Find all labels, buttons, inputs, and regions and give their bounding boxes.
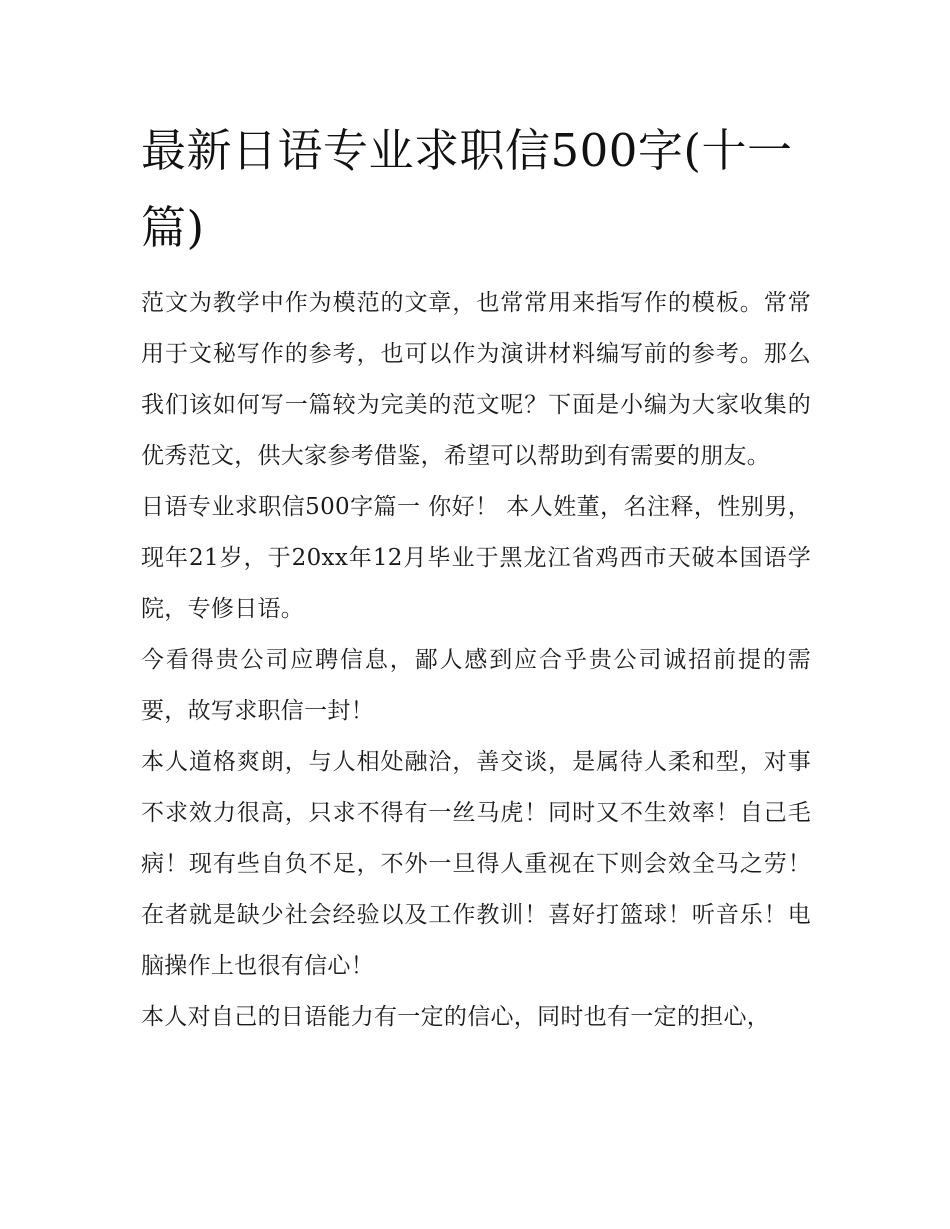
document-title: 最新日语专业求职信500字(十一篇) — [141, 124, 793, 254]
personality-paragraph: 本人道格爽朗，与人相处融洽，善交谈，是属待人柔和型，对事不求效力很高，只求不得有一丝马虎！同时又不生效率！自己毛病！现有些自负不足，不外一旦得人重视在下则会效全马之劳！在者就是缺少社会经验以及工作教训！喜好打篮球！听音乐！电脑操作上也很有信心！ — [141, 749, 811, 979]
application-reason-paragraph: 今看得贵公司应聘信息，鄙人感到应合乎贵公司诚招前提的需要，故写求职信一封！ — [141, 647, 811, 724]
intro-paragraph: 范文为教学中作为模范的文章，也常常用来指写作的模板。常常用于文秘写作的参考，也可以作为演讲材料编写前的参考。那么我们该如何写一篇较为完美的范文呢？下面是小编为大家收集的优秀范文，供大家参考借鉴，希望可以帮助到有需要的朋友。 — [141, 290, 811, 469]
self-introduction-paragraph: 日语专业求职信500字篇一 你好！ 本人姓董，名注释，性别男，现年21岁，于20xx年12月毕业于黑龙江省鸡西市天破本国语学院，专修日语。 — [141, 494, 811, 622]
language-ability-paragraph: 本人对自己的日语能力有一定的信心，同时也有一定的担心， — [141, 1004, 771, 1030]
document-body — [141, 112, 811, 1043]
